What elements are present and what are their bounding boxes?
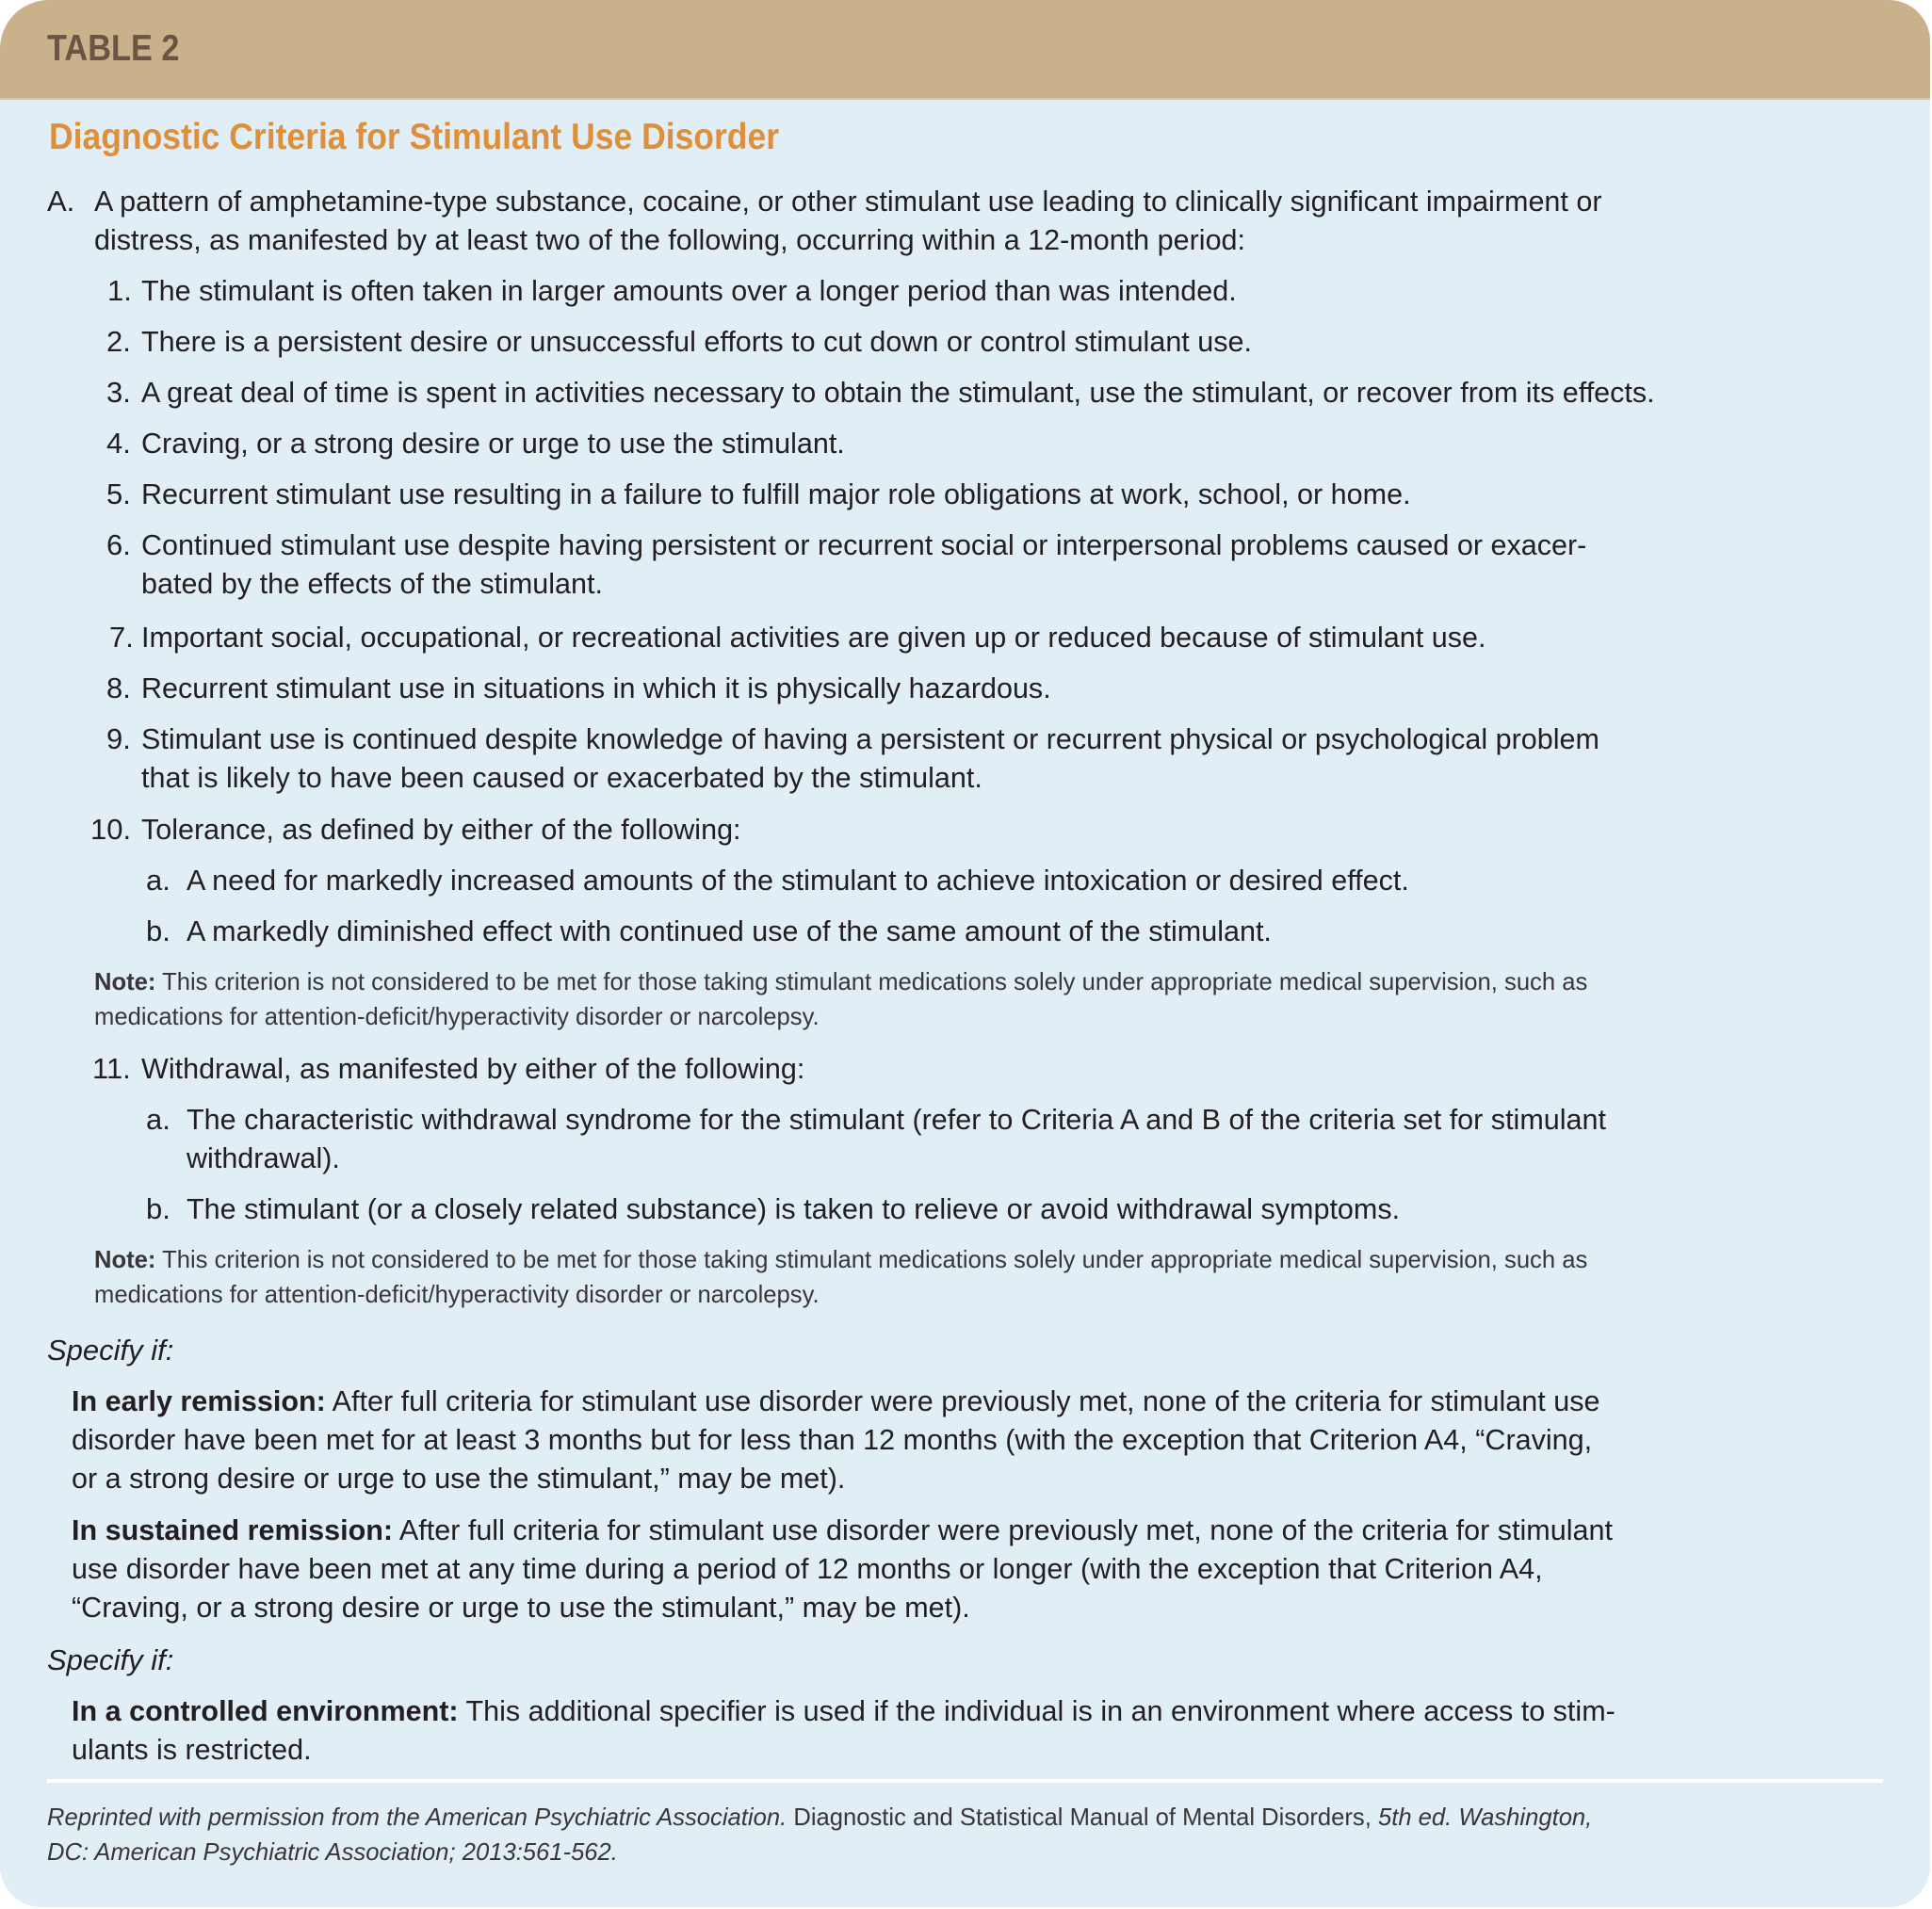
specify-if-label: Specify if:	[47, 1643, 174, 1676]
sub-item-letter: b.	[146, 914, 170, 947]
criterion-a-marker: A.	[47, 185, 75, 218]
note	[94, 967, 1587, 996]
item-number: 11.	[92, 1052, 131, 1085]
table-title: Diagnostic Criteria for Stimulant Use Disorder	[49, 117, 780, 157]
item-text: Important social, occupational, or recreational activities are given up or reduced because of stimulant use.	[141, 621, 1486, 654]
item-text: Withdrawal, as manifested by either of the following:	[141, 1052, 805, 1085]
note	[94, 1245, 1587, 1274]
item-text: A great deal of time is spent in activities necessary to obtain the stimulant, use the stimulant, or recover from its effects.	[141, 376, 1655, 409]
item-text: Stimulant use is continued despite knowledge of having a persistent or recurrent physical or psychological problem	[141, 722, 1599, 755]
source-citation-continued: DC: American Psychiatric Association; 2013:561-562.	[47, 1837, 618, 1866]
item-text: Recurrent stimulant use resulting in a failure to fulfill major role obligations at work, school, or home.	[141, 477, 1411, 510]
book-title: Diagnostic and Statistical Manual of Mental Disorders,	[793, 1803, 1372, 1831]
item-text: Tolerance, as defined by either of the following:	[141, 813, 741, 846]
sub-item-letter: a.	[146, 864, 170, 897]
criterion-a-line-2: distress, as manifested by at least two of the following, occurring within a 12-month period:	[94, 223, 1246, 256]
item-number: 9.	[106, 722, 131, 755]
sustained-remission-text-continued: “Craving, or a strong desire or urge to use the stimulant,” may be met).	[72, 1591, 970, 1624]
item-number: 2.	[106, 325, 131, 358]
sub-item-letter: a.	[146, 1103, 170, 1136]
reprinted-text: Reprinted with permission from the American Psychiatric Association.	[47, 1803, 787, 1831]
early-remission	[72, 1384, 1599, 1418]
early-remission-label: In early remission:	[72, 1384, 326, 1417]
sub-item-text: The stimulant (or a closely related substance) is taken to relieve or avoid withdrawal symptoms.	[187, 1192, 1401, 1225]
item-number: 3.	[106, 376, 131, 409]
note-text: This criterion is not considered to be met for those taking stimulant medications solely under appropriate medical supervision, such as	[162, 967, 1588, 995]
item-number: 8.	[106, 671, 131, 704]
specify-if-label: Specify if:	[47, 1334, 174, 1367]
note-text: This criterion is not considered to be met for those taking stimulant medications solely under appropriate medical supervision, such as	[162, 1245, 1588, 1273]
item-number: 1.	[107, 274, 132, 307]
note-text-continued: medications for attention-deficit/hyperactivity disorder or narcolepsy.	[94, 1002, 820, 1030]
note-label: Note:	[94, 967, 156, 995]
controlled-environment	[72, 1694, 1615, 1728]
sustained-remission-text-continued: use disorder have been met at any time during a period of 12 months or longer (with the exception that Criterion A4,	[72, 1552, 1543, 1585]
item-number: 10.	[90, 813, 132, 846]
note-text-continued: medications for attention-deficit/hyperactivity disorder or narcolepsy.	[94, 1280, 820, 1308]
early-remission-text-continued: or a strong desire or urge to use the stimulant,” may be met).	[72, 1462, 846, 1495]
sub-item-text: A markedly diminished effect with continued use of the same amount of the stimulant.	[187, 914, 1272, 947]
item-text: Continued stimulant use despite having persistent or recurrent social or interpersonal problems caused or exacer-	[141, 528, 1587, 561]
sub-item-text: The characteristic withdrawal syndrome for the stimulant (refer to Criteria A and B of the criteria set for stimulant	[187, 1103, 1607, 1136]
edition-text: 5th ed. Washington,	[1377, 1803, 1593, 1831]
divider	[47, 1779, 1883, 1783]
sub-item-letter: b.	[146, 1192, 170, 1225]
item-number: 4.	[106, 427, 131, 460]
early-remission-text: After full criteria for stimulant use disorder were previously met, none of the criteria for stimulant use	[332, 1384, 1600, 1417]
controlled-environment-text: This additional specifier is used if the individual is in an environment where access to stim-	[465, 1694, 1615, 1727]
sustained-remission-label: In sustained remission:	[72, 1513, 394, 1546]
sub-item-text: A need for markedly increased amounts of the stimulant to achieve intoxication or desired effect.	[187, 864, 1409, 897]
item-text-continued: bated by the effects of the stimulant.	[141, 567, 603, 600]
note-label: Note:	[94, 1245, 156, 1273]
criterion-a-line-1: A pattern of amphetamine-type substance, cocaine, or other stimulant use leading to clinically significant impairment or	[94, 185, 1602, 218]
item-text: Recurrent stimulant use in situations in which it is physically hazardous.	[141, 671, 1051, 704]
sustained-remission	[72, 1513, 1613, 1547]
item-text-continued: that is likely to have been caused or exacerbated by the stimulant.	[141, 761, 982, 794]
controlled-environment-label: In a controlled environment:	[72, 1694, 459, 1727]
item-number: 5.	[106, 477, 131, 510]
early-remission-text-continued: disorder have been met for at least 3 months but for less than 12 months (with the exception that Criterion A4, “Craving,	[72, 1423, 1593, 1456]
table-header	[0, 0, 1930, 100]
sub-item-text-continued: withdrawal).	[187, 1141, 340, 1174]
item-number: 7.	[109, 621, 134, 654]
item-number: 6.	[106, 528, 131, 561]
item-text: There is a persistent desire or unsuccessful efforts to cut down or control stimulant use.	[141, 325, 1252, 358]
source-citation	[47, 1803, 1592, 1832]
controlled-environment-text-continued: ulants is restricted.	[72, 1733, 312, 1766]
item-text: The stimulant is often taken in larger amounts over a longer period than was intended.	[141, 274, 1237, 307]
sustained-remission-text: After full criteria for stimulant use disorder were previously met, none of the criteria for stimulant	[398, 1513, 1613, 1546]
table-label: TABLE 2	[47, 28, 180, 69]
item-text: Craving, or a strong desire or urge to use the stimulant.	[141, 427, 845, 460]
